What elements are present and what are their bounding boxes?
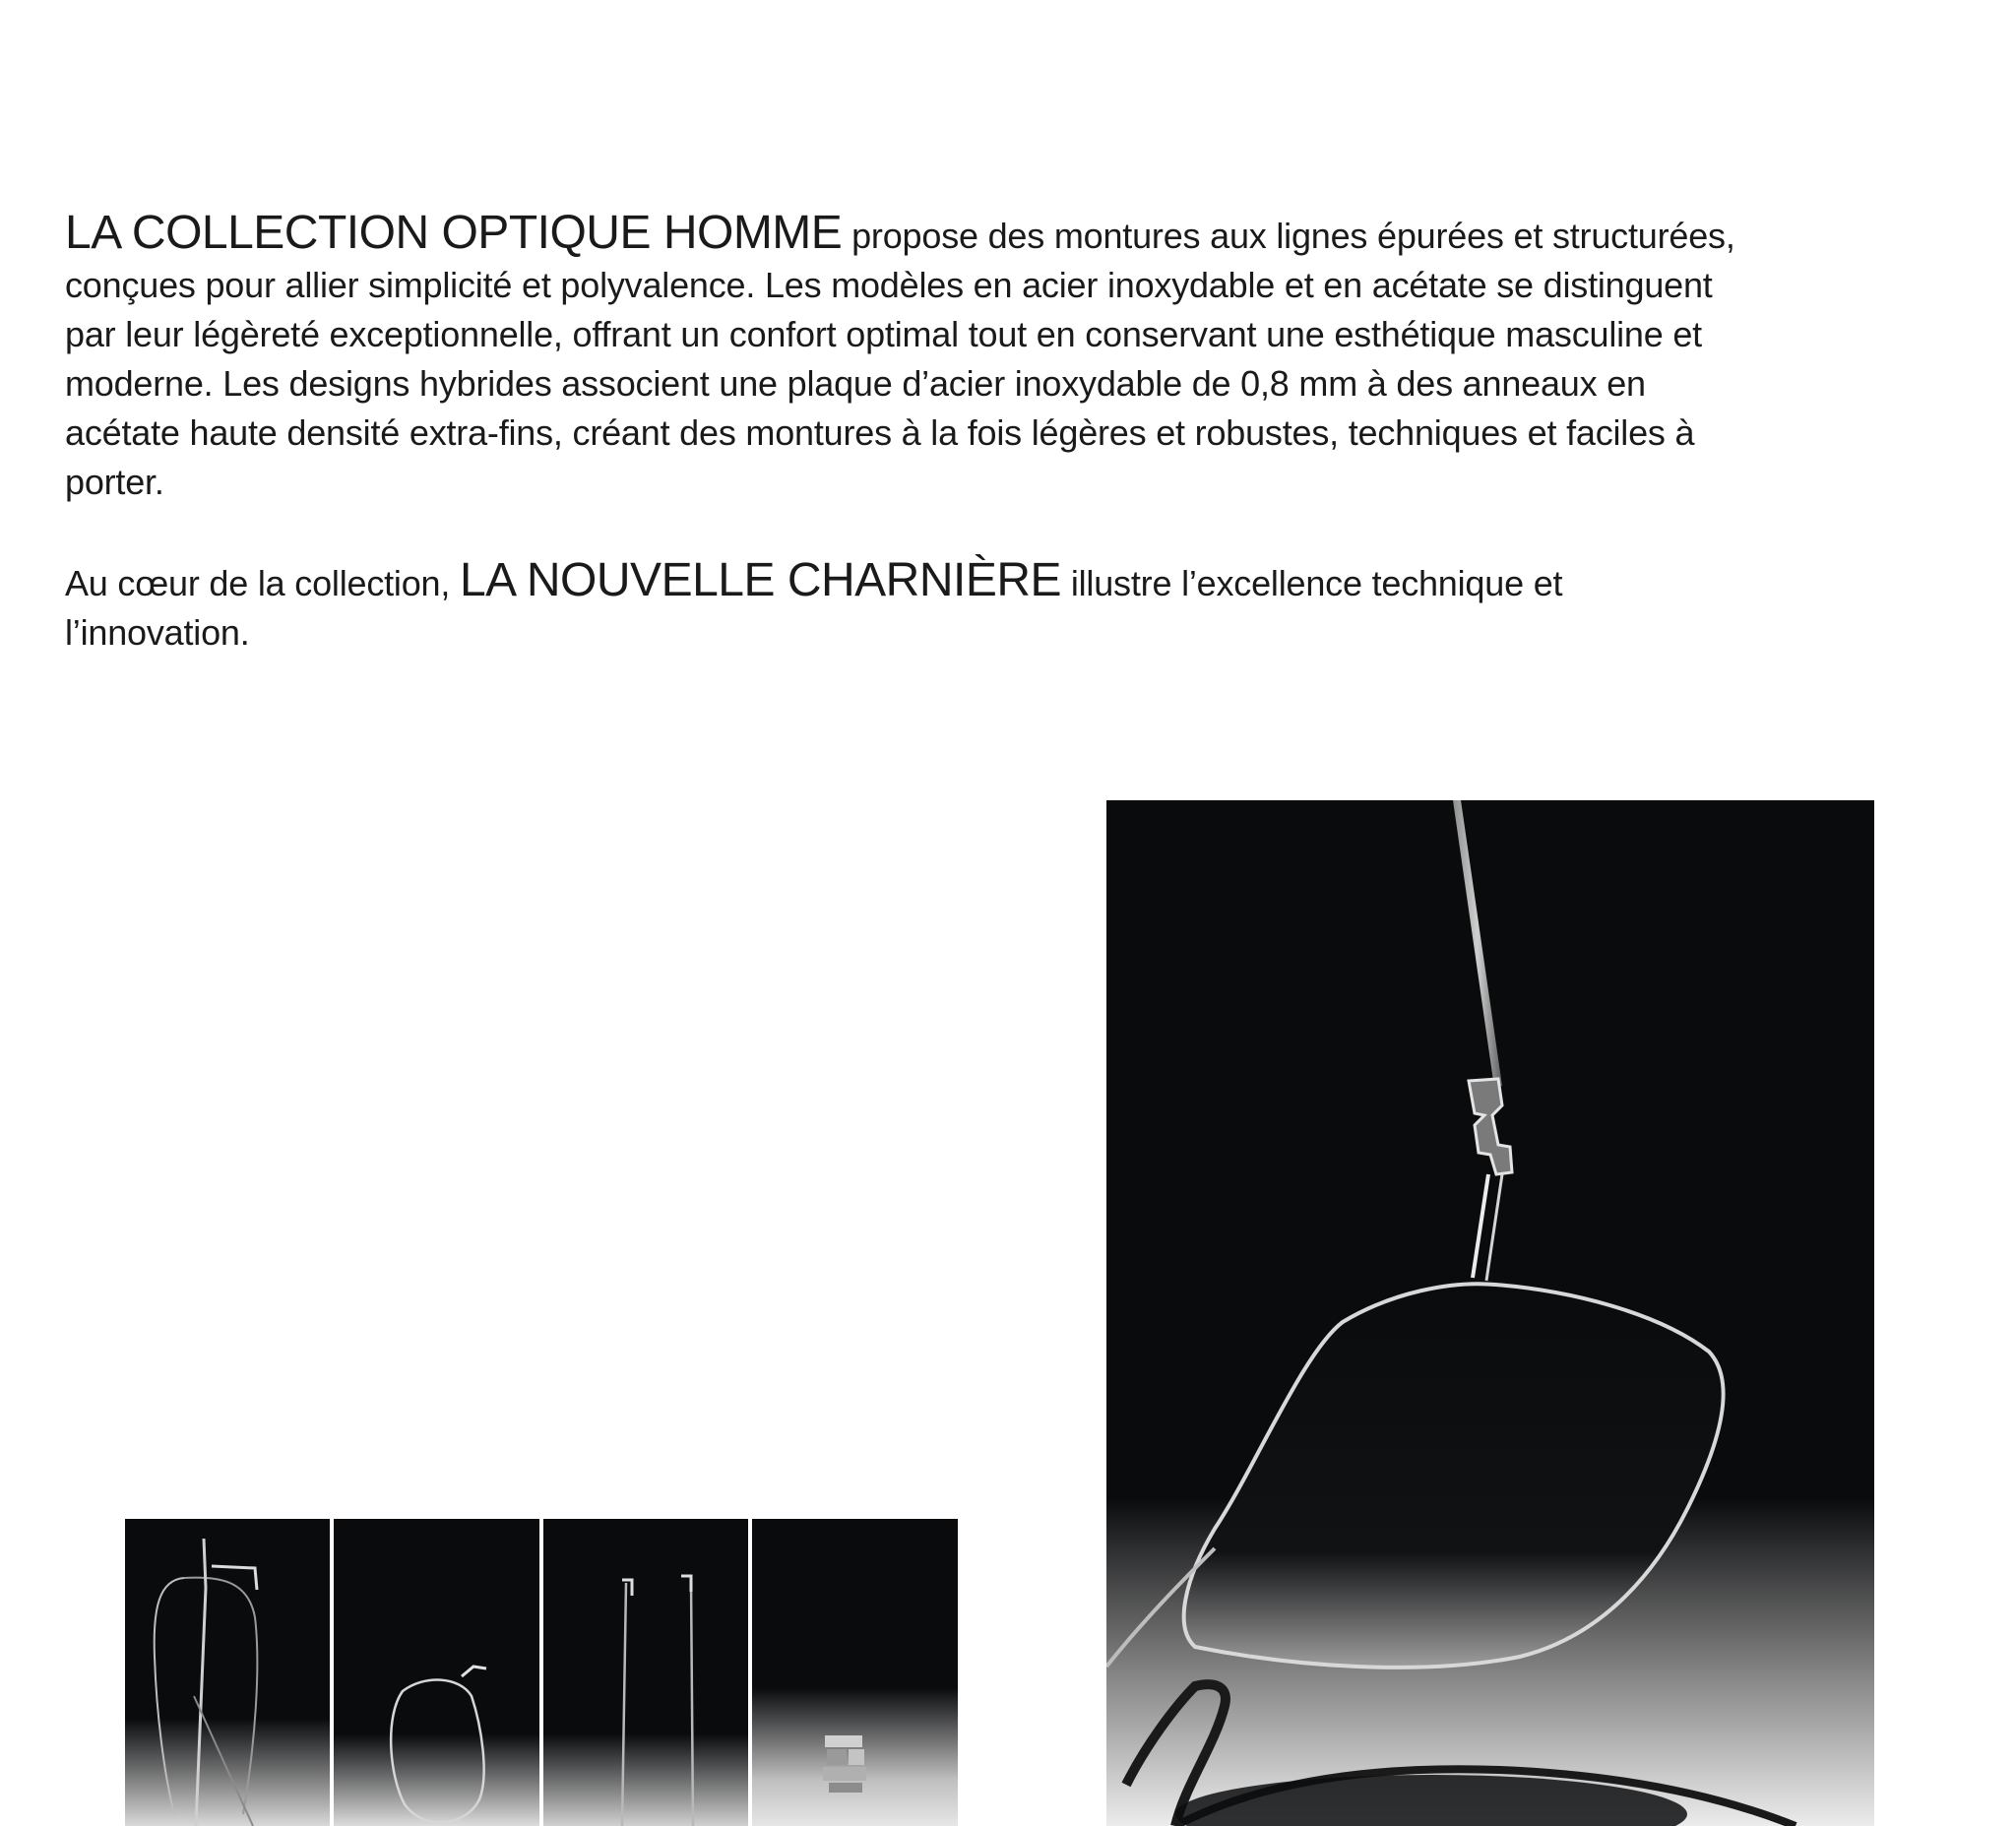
hero-hinge-photo xyxy=(1106,800,1874,1826)
hinge-lead: Au cœur de la collection, xyxy=(65,563,460,603)
thumbnail-lens-ring xyxy=(334,1519,539,1826)
thumbnail-hinge-part xyxy=(752,1519,958,1826)
hinge-paragraph xyxy=(65,556,1738,658)
intro-body: propose des montures aux lignes épurées et structurées, conçues pour allier simplicité et polyvalence. Les modèles en acier inoxydable et en acétate se distinguent par leur légèreté exceptionnelle, offrant un confort optimal tout en conservant une esthétique masculine et moderne. Les designs hybrides associent une plaque d’acier inoxydable de 0,8 mm à des anneaux en acétate haute densité extra-fins, créant des montures à la fois légères et robustes, techniques et faciles à porter. xyxy=(65,216,1735,502)
intro-paragraph xyxy=(65,209,1738,507)
thumbnail-temples xyxy=(543,1519,748,1826)
collection-title: LA COLLECTION OPTIQUE HOMME xyxy=(65,207,843,259)
hinge-title: LA NOUVELLE CHARNIÈRE xyxy=(459,554,1062,606)
hinge-body: illustre l’excellence technique et l’innovation. xyxy=(65,563,1563,653)
collection-description xyxy=(65,209,1738,658)
thumbnail-frame-upright xyxy=(125,1519,330,1826)
